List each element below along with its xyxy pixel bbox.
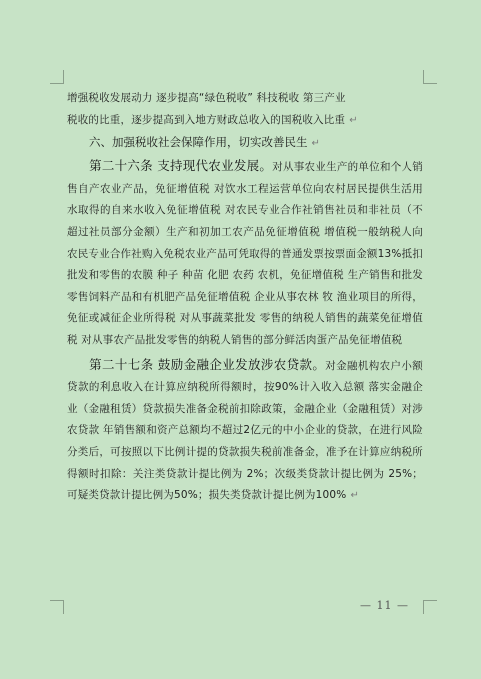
intro-line-2-text: 税收的比重，逐步提高到入地方财政总收入的国税收入比重	[67, 113, 346, 126]
article-26-title: 第二十六条 支持现代农业发展。	[89, 158, 273, 174]
crop-mark-bottom-right-v	[423, 600, 424, 614]
intro-line-1	[67, 88, 423, 110]
paragraph-mark: ↵	[311, 138, 320, 150]
article-27-body: 对金融机构农户小额贷款的利息收入在计算应纳税所得额时，按90%计入收入总额 落实金融企业（金融租赁）贷款损失准备金税前扣除政策，金融企业（金融租赁）对涉农贷款 年销售额和资产总额均不超过2亿元的中小企业的贷款，在进行风险分类后，可按照以下比例计提的贷款损失税前准备金，准予在计算应纳税所得额时扣除：关注类贷款计提比例为 2%；次级类贷款计提比例为 25%；可疑类贷款计提比例为50%；损失类贷款计提比例为100%	[67, 359, 423, 502]
article-26-body: 对从事农业生产的单位和个人销售自产农业产品，免征增值税 对饮水工程运营单位向农村居民提供生活用水取得的自来水收入免征增值税 对农民专业合作社销售社员和非社员（不超过社员部分金额）生产和初加工农产品免征增值税 增值税一般纳税人向农民专业合作社购入免税农业产品可凭取得的普通发票按票面金额13%抵扣 批发和零售的农膜 种子 种苗 化肥 农药 农机，免征增值税 生产销售和批发零售饲料产品和有机肥产品免征增值税 企业从事农林 牧 渔业项目的所得，免征或减征企业所得税 对从事蔬菜批发 零售的纳税人销售的蔬菜免征增值税 对从事农产品批发零售的纳税人销售的部分鲜活肉蛋产品免征增值税	[67, 161, 423, 346]
intro-line-1-text: 增强税收发展动力 逐步提高“绿色税收” 科技税收 第三产业	[67, 92, 346, 104]
crop-mark-bottom-right-h	[423, 600, 437, 601]
article-27	[67, 354, 423, 507]
section-heading-text: 六、加强税收社会保障作用，切实改善民生	[89, 135, 308, 150]
crop-mark-bottom-left-h	[50, 600, 64, 601]
paragraph-mark: ↵	[350, 490, 360, 502]
crop-mark-top-right-v	[423, 70, 424, 84]
article-27-title: 第二十七条 鼓励金融企业发放涉农贷款。	[89, 356, 326, 372]
crop-mark-top-right-h	[423, 83, 437, 84]
body-text	[67, 88, 423, 507]
paragraph-mark: ↵	[349, 114, 358, 126]
crop-mark-top-left-h	[50, 83, 64, 84]
crop-mark-bottom-left-v	[63, 600, 64, 614]
article-26	[67, 155, 423, 351]
intro-line-2	[67, 110, 423, 132]
section-heading	[67, 131, 423, 155]
page-number: — 11 —	[360, 599, 409, 612]
crop-mark-top-left-v	[63, 70, 64, 84]
